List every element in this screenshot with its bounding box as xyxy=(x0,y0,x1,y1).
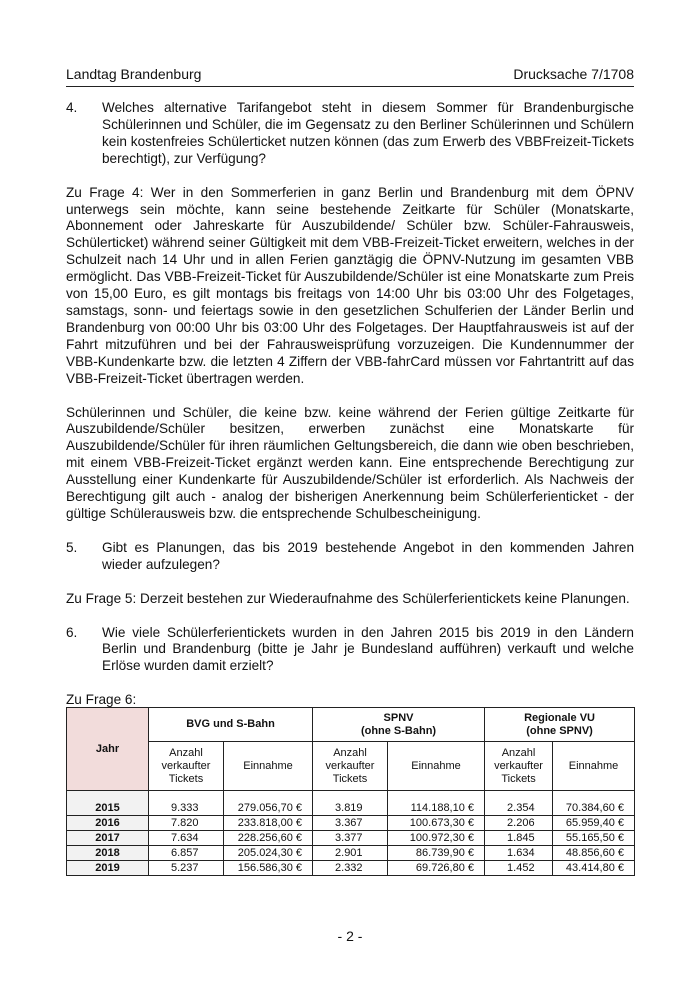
table-cell: 65.959,40 € xyxy=(553,816,635,831)
table-cell: 100.972,30 € xyxy=(388,831,485,846)
count-header: Anzahl verkaufter Tickets xyxy=(313,742,388,791)
table-cell: 3.819 xyxy=(313,791,388,816)
table-cell: 2.332 xyxy=(313,861,388,876)
table-cell: 48.856,60 € xyxy=(553,846,635,861)
year-cell: 2018 xyxy=(67,846,149,861)
table-cell: 156.586,30 € xyxy=(224,861,313,876)
table-cell: 43.414,80 € xyxy=(553,861,635,876)
table-row xyxy=(67,846,635,861)
table-cell: 7.820 xyxy=(149,816,224,831)
year-cell: 2019 xyxy=(67,861,149,876)
table-cell: 1.452 xyxy=(485,861,553,876)
table-cell: 279.056,70 € xyxy=(224,791,313,816)
question-number: 5. xyxy=(66,539,78,555)
question-4 xyxy=(66,100,634,168)
table-cell: 3.377 xyxy=(313,831,388,846)
question-text: Welches alternative Tarifangebot steht in diesem Sommer für Brandenburgische Schülerinnen und Schüler, die im Gegensatz zu den Berliner Schülerinnen und Schülern kein kostenfreies Schülerticket nutzen können (das zum Erwerb des VBBFreizeit-Tickets berechtigt), zur Verfügung? xyxy=(102,100,634,166)
table-cell: 70.384,60 € xyxy=(553,791,635,816)
answer-6-label: Zu Frage 6: xyxy=(66,692,137,708)
table-cell: 228.256,60 € xyxy=(224,831,313,846)
question-5 xyxy=(66,540,634,574)
answer-4-paragraph-2: Schülerinnen und Schüler, die keine bzw. keine während der Ferien gültige Zeitkarte für Auszubildende/Schüler besitzen, erwerben zunächst eine Monatskarte für Auszubildende/Schüler für ihren räumlichen Geltungsbereich, die dann wie oben beschrieben, mit einem VBB-Freizeit-Ticket ergänzt werden kann. Eine entsprechende Berechtigung zur Ausstellung einer Kundenkarte für Auszubildende/Schüler ist erforderlich. Als Nachweis der Berechtigung gilt auch - analog der bisherigen Anerkennung beim Schülerferienticket - der gültige Schülerausweis bzw. die entsprechende Schulbescheinigung. xyxy=(66,404,634,521)
table-row xyxy=(67,861,635,876)
count-header: Anzahl verkaufter Tickets xyxy=(485,742,553,791)
table-cell: 55.165,50 € xyxy=(553,831,635,846)
ticket-sales-table xyxy=(66,707,635,876)
group-header-spnv: SPNV (ohne S-Bahn) xyxy=(313,708,485,742)
answer-4-paragraph-1: Zu Frage 4: Wer in den Sommerferien in ganz Berlin und Brandenburg mit dem ÖPNV unterwegs sein möchte, kann seine bestehende Zeitkarte für Schüler (Monatskarte, Abonnement oder Jahreskarte für Auszubildende/ Schüler bzw. Schüler-Fahrausweis, Schülerticket) während seiner Gültigkeit mit dem VBB-Freizeit-Ticket erweitern, welches in der Schulzeit nach 14 Uhr und in allen Ferien ganztägig die ÖPNV-Nutzung im gesamten VBB ermöglicht. Das VBB-Freizeit-Ticket für Auszubildende/Schüler ist eine Monatskarte zum Preis von 15,00 Euro, es gilt montags bis freitags von 14:00 Uhr bis 03:00 Uhr des Folgetages, samstags, sonn- und feiertags sowie in den gesetzlichen Schulferien der Länder Berlin und Brandenburg von 00:00 Uhr bis 03:00 Uhr des Folgetages. Der Hauptfahrausweis ist auf der Fahrt mitzuführen und bei der Fahrausweisprüfung vorzuzeigen. Die Kundennummer der VBB-Kundenkarte bzw. die letzten 4 Ziffern der VBB-fahrCard müssen vor Fahrtantritt auf das VBB-Freizeit-Ticket übertragen werden. xyxy=(66,184,634,386)
table-cell: 100.673,30 € xyxy=(388,816,485,831)
table-cell: 233.818,00 € xyxy=(224,816,313,831)
table-row xyxy=(67,791,635,816)
header-left: Landtag Brandenburg xyxy=(66,66,202,82)
page-number: - 2 - xyxy=(337,928,363,944)
table-cell: 114.188,10 € xyxy=(388,791,485,816)
table-cell: 69.726,80 € xyxy=(388,861,485,876)
table-cell: 3.367 xyxy=(313,816,388,831)
table-row xyxy=(67,831,635,846)
group-header-regional: Regionale VU (ohne SPNV) xyxy=(485,708,635,742)
year-cell: 2017 xyxy=(67,831,149,846)
header-right: Drucksache 7/1708 xyxy=(513,66,634,82)
question-text: Gibt es Planungen, das bis 2019 bestehende Angebot in den kommenden Jahren wieder aufzulegen? xyxy=(102,539,634,572)
revenue-header: Einnahme xyxy=(388,742,485,791)
year-cell: 2015 xyxy=(67,791,149,816)
question-number: 4. xyxy=(66,100,78,115)
group-header-bvg: BVG und S-Bahn xyxy=(149,708,313,742)
document-body xyxy=(66,100,634,876)
table-cell: 1.845 xyxy=(485,831,553,846)
page-header xyxy=(66,66,634,87)
question-text: Wie viele Schülerferientickets wurden in den Jahren 2015 bis 2019 in den Ländern Berlin und Brandenburg (bitte je Jahr je Bundesland aufführen) verkauft und welche Erlöse wurden damit erzielt? xyxy=(102,624,634,674)
table-cell: 2.206 xyxy=(485,816,553,831)
table-row xyxy=(67,816,635,831)
table-cell: 5.237 xyxy=(149,861,224,876)
table-cell: 2.901 xyxy=(313,846,388,861)
answer-5: Zu Frage 5: Derzeit bestehen zur Wiederaufnahme des Schülerferientickets keine Planungen. xyxy=(66,590,630,606)
count-header: Anzahl verkaufter Tickets xyxy=(149,742,224,791)
table-cell: 6.857 xyxy=(149,846,224,861)
table-cell: 2.354 xyxy=(485,791,553,816)
revenue-header: Einnahme xyxy=(224,742,313,791)
question-number: 6. xyxy=(66,624,78,640)
table-cell: 1.634 xyxy=(485,846,553,861)
revenue-header: Einnahme xyxy=(553,742,635,791)
table-cell: 86.739,90 € xyxy=(388,846,485,861)
table-cell: 205.024,30 € xyxy=(224,846,313,861)
table-cell: 7.634 xyxy=(149,831,224,846)
year-header: Jahr xyxy=(67,708,149,791)
year-cell: 2016 xyxy=(67,816,149,831)
question-6 xyxy=(66,625,634,676)
table-cell: 9.333 xyxy=(149,791,224,816)
